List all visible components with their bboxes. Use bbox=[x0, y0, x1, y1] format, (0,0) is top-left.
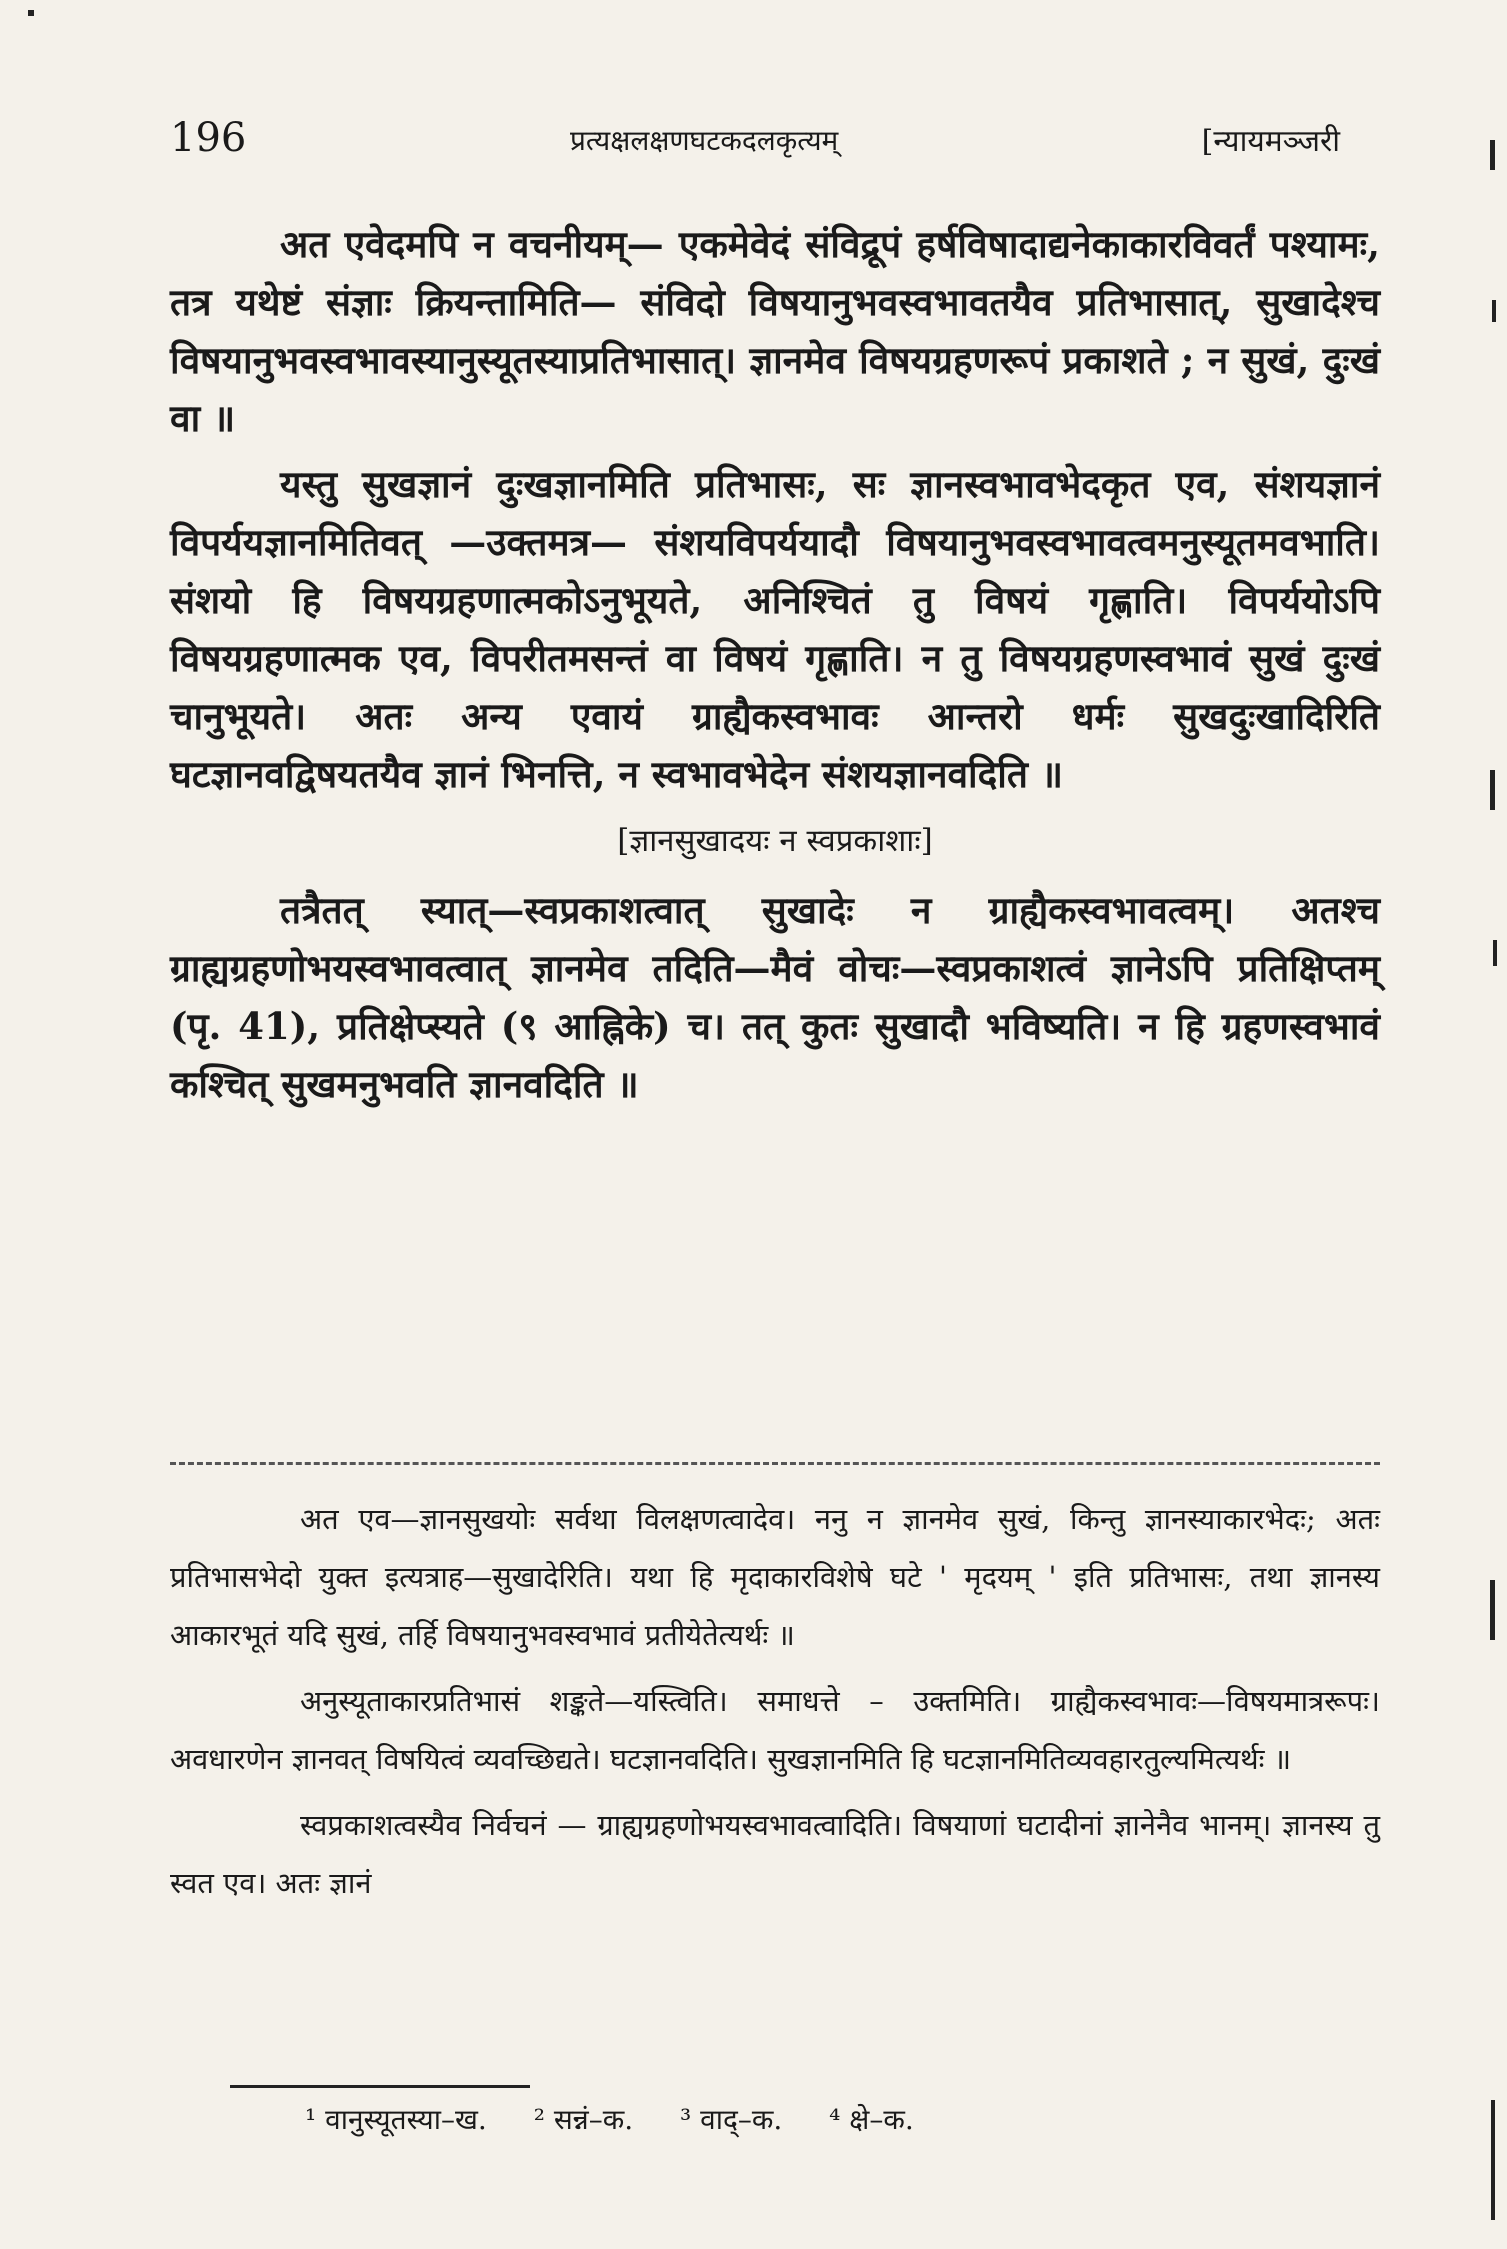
main-text bbox=[170, 215, 1380, 1121]
page-number: 196 bbox=[170, 115, 247, 161]
commentary bbox=[170, 1490, 1380, 1920]
commentary-paragraph-2: अनुस्यूताकारप्रतिभासं शङ्कते—यस्त्विति। समाधत्ते – उक्तमिति। ग्राह्यैकस्वभावः—विषयमात्ररूपः। अवधारणेन ज्ञानवत् विषयित्वं व्यवच्छिद्यते। घटज्ञानवदिति। सुखज्ञानमिति हि घटज्ञानमितिव्यवहारतुल्यमित्यर्थः ॥ bbox=[170, 1684, 1380, 1776]
section-heading: [ज्ञानसुखादयः न स्वप्रकाशाः] bbox=[617, 823, 933, 859]
commentary-paragraph-3: स्वप्रकाशत्वस्यैव निर्वचनं — ग्राह्यग्रहणोभयस्वभावत्वादिति। विषयाणां घटादीनां ज्ञानेनैव भानम्। ज्ञानस्य तु स्वत एव। अतः ज्ञानं bbox=[170, 1808, 1380, 1900]
margin-mark bbox=[1493, 940, 1497, 966]
margin-mark bbox=[1490, 140, 1495, 170]
margin-mark bbox=[28, 10, 34, 16]
footnote-2: ² सन्नं–क. bbox=[533, 2103, 634, 2136]
chapter-title: [न्यायमञ्जरी bbox=[1201, 124, 1340, 159]
main-paragraph-1: अत एवेदमपि न वचनीयम्— एकमेवेदं संविद्रूपं हर्षविषादाद्यनेकाकारविवर्तं पश्यामः, तत्र यथेष्टं संज्ञाः क्रियन्तामिति— संविदो विषयानुभवस्वभावतयैव प्रतिभासात्, सुखादेश्च विषयानुभवस्वभावस्यानुस्यूतस्याप्रतिभासात्। ज्ञानमेव विषयग्रहणरूपं प्रकाशते ; न सुखं, दुःखं वा ॥ bbox=[170, 222, 1380, 440]
page-header bbox=[170, 115, 1370, 165]
footnote-1: ¹ वानुस्यूतस्या–ख. bbox=[305, 2103, 487, 2136]
footnotes bbox=[305, 2100, 1205, 2138]
margin-mark bbox=[1490, 770, 1495, 810]
main-paragraph-3: तत्रैतत् स्यात्—स्वप्रकाशत्वात् सुखादेः न ग्राह्यैकस्वभावत्वम्। अतश्च ग्राह्यग्रहणोभयस्वभावत्वात् ज्ञानमेव तदिति—मैवं वोचः—स्वप्रकाशत्वं ज्ञानेऽपि प्रतिक्षिप्तम् (पृ. 41), प्रतिक्षेप्स्यते (९ आह्निके) च। तत् कुतः सुखादौ भविष्यति। न हि ग्रहणस्वभावं कश्चित् सुखमनुभवति ज्ञानवदिति ॥ bbox=[170, 888, 1380, 1106]
margin-mark bbox=[1491, 2100, 1495, 2220]
footnote-3: ³ वाद्–क. bbox=[680, 2103, 783, 2136]
footnote-divider bbox=[230, 2085, 530, 2088]
commentary-divider bbox=[170, 1462, 1380, 1465]
footnote-4: ⁴ क्षे–क. bbox=[829, 2103, 914, 2136]
margin-mark bbox=[1490, 1580, 1495, 1640]
commentary-paragraph-1: अत एव—ज्ञानसुखयोः सर्वथा विलक्षणत्वादेव। ननु न ज्ञानमेव सुखं, किन्तु ज्ञानस्याकारभेदः; अतः प्रतिभासभेदो युक्त इत्यत्राह—सुखादेरिति। यथा हि मृदाकारविशेषे घटे ' मृदयम् ' इति प्रतिभासः, तथा ज्ञानस्य आकारभूतं यदि सुखं, तर्हि विषयानुभवस्वभावं प्रतीयेतेत्यर्थः ॥ bbox=[170, 1502, 1380, 1652]
margin-mark bbox=[1492, 300, 1496, 322]
main-paragraph-2: यस्तु सुखज्ञानं दुःखज्ञानमिति प्रतिभासः, सः ज्ञानस्वभावभेदकृत एव, संशयज्ञानं विपर्ययज्ञानमितिवत् —उक्तमत्र— संशयविपर्ययादौ विषयानुभवस्वभावत्वमनुस्यूतमवभाति। संशयो हि विषयग्रहणात्मकोऽनुभूयते, अनिश्चितं तु विषयं गृह्णाति। विपर्ययोऽपि विषयग्रहणात्मक एव, विपरीतमसन्तं वा विषयं गृह्णाति। न तु विषयग्रहणस्वभावं सुखं दुःखं चानुभूयते। अतः अन्य एवायं ग्राह्यैकस्वभावः आन्तरो धर्मः सुखदुःखादिरिति घटज्ञानवद्विषयतयैव ज्ञानं भिनत्ति, न स्वभावभेदेन संशयज्ञानवदिति ॥ bbox=[170, 462, 1380, 796]
running-title: प्रत्यक्षलक्षणघटकदलकृत्यम् bbox=[570, 124, 839, 157]
